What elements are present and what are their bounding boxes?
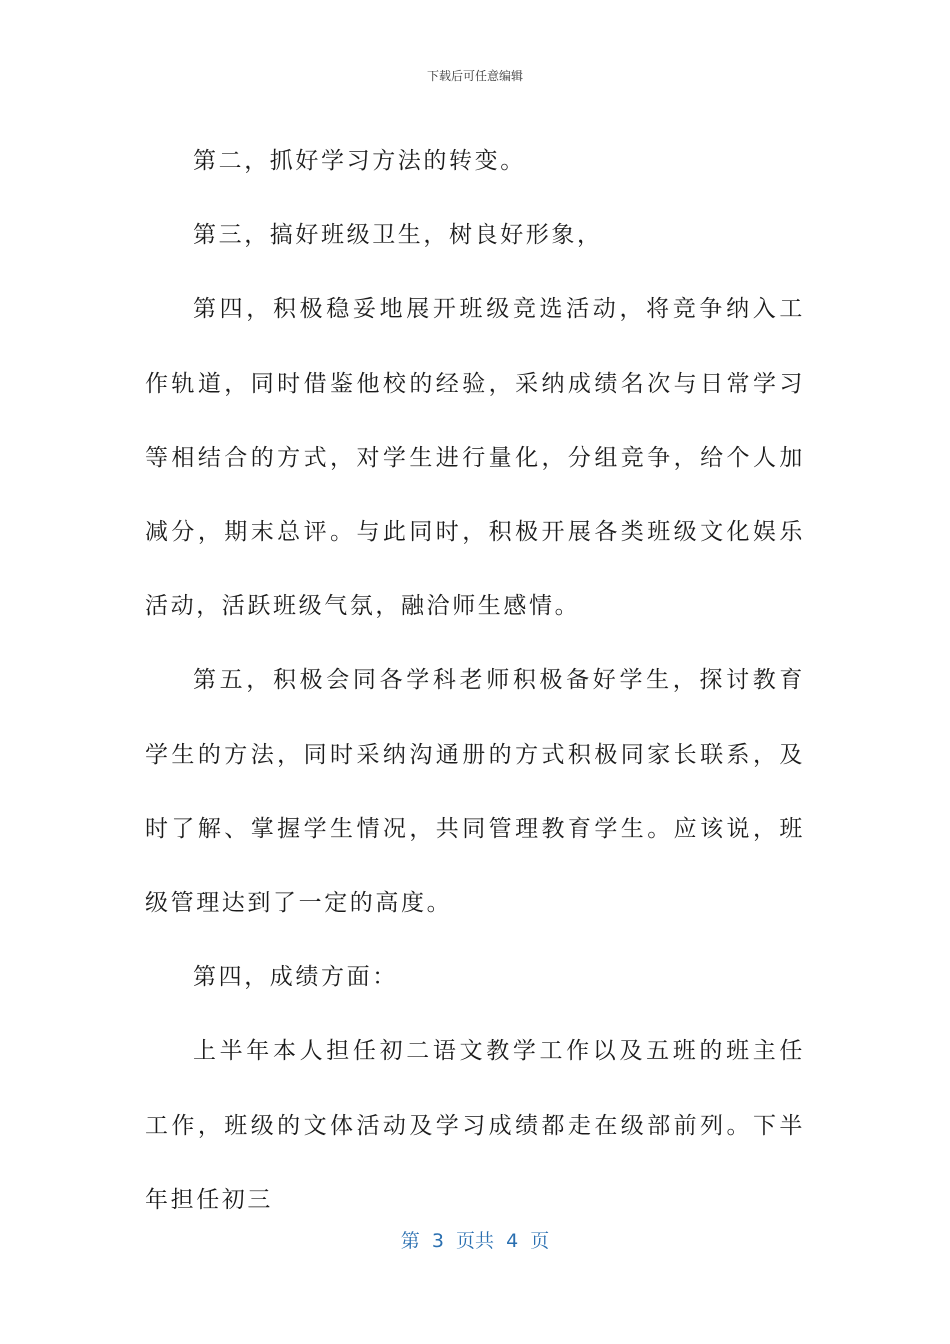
paragraph: 第四，成绩方面： — [193, 964, 398, 991]
paragraph: 上半年本人担任初二语文教学工作以及五班的班主任工作，班级的文体活动及学习成绩都走在级部前列。下半年担任初三 — [145, 1038, 805, 1213]
paragraph: 第三，搞好班级卫生，树良好形象， — [193, 222, 603, 249]
document-body — [145, 124, 805, 1237]
paragraph: 第二，抓好学习方法的转变。 — [193, 148, 526, 174]
header-note: 下载后可任意编辑 — [426, 69, 523, 83]
paragraph: 第四，积极稳妥地展开班级竞选活动，将竞争纳入工作轨道，同时借鉴他校的经验，采纳成绩名次与日常学习等相结合的方式，对学生进行量化，分组竞争，给个人加减分，期末总评。与此同时，积极开展各类班级文化娱乐活动，活跃班级气氛，融洽师生感情。 — [145, 296, 805, 620]
paragraph: 第五，积极会同各学科老师积极备好学生，探讨教育学生的方法，同时采纳沟通册的方式积极同家长联系，及时了解、掌握学生情况，共同管理教育学生。应该说，班级管理达到了一定的高度。 — [145, 667, 805, 917]
page-number-footer: 第 3 页共 4 页 — [400, 1230, 550, 1252]
